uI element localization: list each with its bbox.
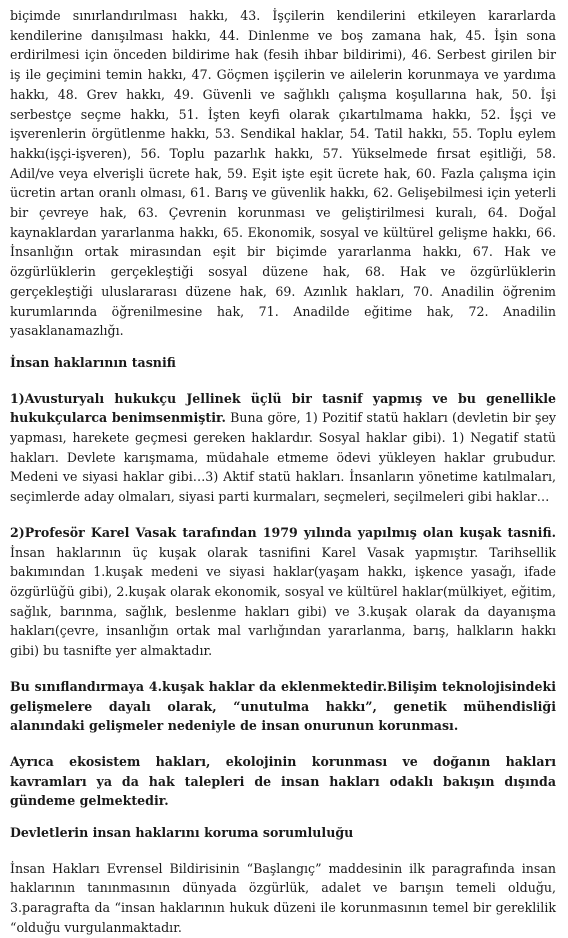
section-heading-state-responsibility: Devletlerin insan haklarını koruma sorumluluğu bbox=[10, 825, 354, 841]
rights-list-paragraph: biçimde sınırlandırılması hakkı, 43. İşçilerin kendilerini etkileyen kararlarda kendilerine danışılması hakkı, 44. Dinlenme ve boş zamana hak, 45. İşin sona erdirilmesi için önceden bildirime hak (fesih ihbar bildirimi), 46. Serbest girilen bir iş ile geçimini temin hakkı, 47. Göçmen işçilerin ve ailelerin korunmaya ve yardıma hakkı, 48. Grev hakkı, 49. Güvenli ve sağlıklı çalışma koşullarına hak, 50. İşi serbestçe seçme hakkı, 51. İşten keyfi olarak çıkartılmama hakkı, 52. İşçi ve işverenlerin örgütlenme hakkı, 53. Sendikal haklar, 54. Tatil hakkı, 55. Toplu eylem hakkı(işçi-işveren), 56. Toplu pazarlık hakkı, 57. Yükselmede fırsat eşitliği, 58. Adil/ve veya elverişli ücrete hak, 59. Eşit işte eşit ücrete hak, 60. Fazla çalışma için ücretin artan oranlı olması, 61. Barış ve güvenlik hakkı, 62. Gelişebilmesi için yeterli bir çevreye hak, 63. Çevrenin korunması ve geliştirilmesi kuralı, 64. Doğal kaynaklardan yararlanma hakkı, 65. Ekonomik, sosyal ve kültürel gelişme hakkı, 66. İnsanlığın ortak mirasından eşit bir biçimde yararlanma hakkı, 67. Hak ve özgürlüklerin gerçekleştiği sosyal düzene hak, 68. Hak ve özgürlüklerin gerçekleştiği uluslararası düzene hak, 69. Azınlık hakları, 70. Anadilin öğrenim kurumlarında öğrenilmesine hak, 71. Anadilde eğitime hak, 72. Anadilin yasaklanamazlığı. bbox=[10, 8, 556, 339]
section-heading-classification: İnsan haklarının tasnifi bbox=[10, 354, 176, 370]
fourth-generation-paragraph: Bu sınıflandırmaya 4.kuşak haklar da eklenmektedir.Bilişim teknolojisindeki gelişmelere dayalı olarak, “unutulma hakkı”, genetik mühendisliği alanındaki gelişmeler nedeniyle de insan onurunun korunması. bbox=[10, 678, 556, 734]
document-page bbox=[10, 6, 556, 938]
declaration-paragraph: İnsan Hakları Evrensel Bildirisinin “Başlangıç” maddesinin ilk paragrafında insan haklarının tanınmasının dünyada özgürlük, adalet ve barışın temeli olduğu, 3.paragrafta da “insan haklarının hukuk düzeni ile korunmasının temel bir gereklilik “olduğu vurgulanmaktadır. bbox=[10, 860, 556, 935]
jellinek-lead: 1)Avusturyalı hukukçu Jellinek üçlü bir tasnif yapmış ve bu genellikle hukukçularca benimsenmiştir. bbox=[10, 390, 556, 426]
jellinek-paragraph bbox=[10, 389, 556, 507]
vasak-paragraph bbox=[10, 523, 556, 661]
ecosystem-paragraph: Ayrıca ekosistem hakları, ekolojinin korunması ve doğanın hakları kavramları ya da hak talepleri de insan hakları odaklı bakışın dışında gündeme gelmektedir. bbox=[10, 753, 556, 809]
jellinek-body: Buna göre, 1) Pozitif statü hakları (devletin bir şey yapması, harekete geçmesi gereken haklardır. Sosyal haklar gibi). 1) Negatif statü hakları. Devlete karışmama, müdahale etmeme ödevi yükleyen haklar grubudur. Medeni ve siyasi haklar gibi…3) Aktif statü hakları. İnsanların yönetime katılmaları, seçimlerde aday olmaları, siyasi parti kurmaları, seçmeleri, seçilmeleri gibi haklar… bbox=[10, 410, 557, 505]
vasak-body: İnsan haklarının üç kuşak olarak tasnifini Karel Vasak yapmıştır. Tarihsellik bakımından 1.kuşak medeni ve siyasi haklar(yaşam hakkı, işkence yasağı, ifade özgürlüğü gibi), 2.kuşak olarak ekonomik, sosyal ve kültürel haklar(mülkiyet, eğitim, sağlık, barınma, sağlık, beslenme hakları gibi) ve 3.kuşak olarak da dayanışma hakları(çevre, insanlığın ortak mal varlığından yararlanma, barış, halkların hakkı gibi) bu tasnifte yer almaktadır. bbox=[10, 544, 556, 659]
vasak-lead: 2)Profesör Karel Vasak tarafından 1979 yılında yapılmış olan kuşak tasnifi. bbox=[10, 524, 556, 540]
